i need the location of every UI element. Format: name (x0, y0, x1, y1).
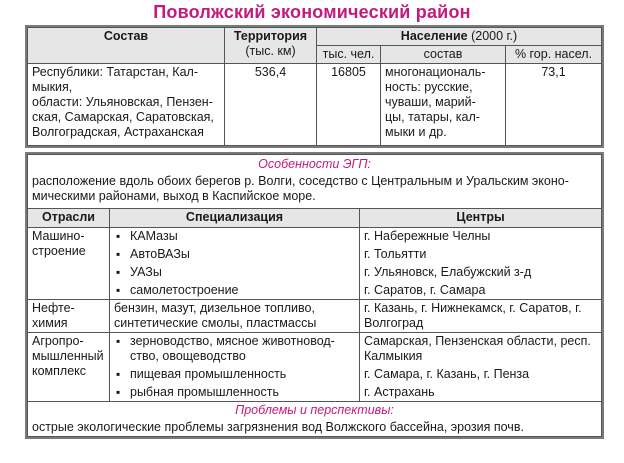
composition-table (27, 27, 602, 146)
egp-cell (28, 155, 602, 209)
economy-table (27, 154, 602, 437)
centers-petrochem: г. Казань, г. Нижнекамск, г. Саратов, г. Волгоград (360, 300, 602, 333)
pop-thousands-value: 16805 (317, 64, 381, 146)
spec-item: ▪ зерноводство, мясное животновод-ство, овощеводство (114, 334, 355, 364)
urban-value: 73,1 (506, 64, 602, 146)
header-centers: Центры (360, 209, 602, 228)
center-item: г. Саратов, г. Самара (364, 283, 486, 297)
branch-petrochem: Нефте-химия (28, 300, 110, 333)
header-pop-urban: % гор. насел. (506, 46, 602, 64)
problems-text: острые экологические проблемы загрязнения вод Волжского бассейна, эрозия почв. (32, 420, 524, 434)
center-item: г. Тольятти (364, 247, 427, 261)
header-population-label: Население (400, 29, 468, 43)
branch-agro: Агропро-мышленный комплекс (28, 333, 110, 402)
spec-item: ▪ самолетостроение (114, 283, 355, 298)
center-item: г. Самара, г. Казань, г. Пенза (364, 367, 530, 381)
sostav-line: ская, Самарская, Саратовская, (32, 110, 214, 124)
sostav-line: Волгоградская, Астраханская (32, 125, 204, 139)
spec-item: ▪ УАЗы (114, 265, 355, 280)
center-item: г. Ульяновск, Елабужский з-д (364, 265, 532, 279)
sostav-cell (28, 64, 225, 146)
header-population-year: (2000 г.) (471, 29, 518, 43)
header-specialization: Специализация (110, 209, 360, 228)
sostav-line: Республики: Татарстан, Кал- (32, 65, 198, 79)
composition-line: чуваши, марий- (385, 95, 476, 109)
page-title: Поволжский экономический район (153, 2, 471, 22)
spec-petrochem: бензин, мазут, дизельное топливо, синтетические смолы, пластмассы (110, 300, 360, 333)
center-item: г. Астрахань (364, 385, 435, 399)
sostav-line: мыкия, (32, 80, 73, 94)
header-branches: Отрасли (28, 209, 110, 228)
spec-item: ▪ КАМазы (114, 229, 355, 244)
centers-agro (360, 333, 602, 402)
header-territory (225, 28, 317, 64)
header-population (317, 28, 602, 46)
problems-cell (28, 402, 602, 437)
composition-line: многонациональ- (385, 65, 486, 79)
spec-item: ▪ АвтоВАЗы (114, 247, 355, 262)
composition-line: ность: русские, (385, 80, 473, 94)
spec-item: ▪ пищевая промышленность (114, 367, 355, 382)
centers-machine (360, 228, 602, 300)
center-item: г. Набережные Челны (364, 229, 491, 243)
spec-item: ▪ рыбная промышленность (114, 385, 355, 400)
egp-title: Особенности ЭГП: (258, 157, 371, 171)
header-territory-label: Территория (233, 29, 308, 43)
spec-agro (110, 333, 360, 402)
header-sostav: Состав (28, 28, 225, 64)
header-pop-composition: состав (381, 46, 506, 64)
composition-line: цы, татары, кал- (385, 110, 480, 124)
sostav-line: области: Ульяновская, Пензен- (32, 95, 213, 109)
header-territory-unit: (тыс. км) (245, 44, 296, 58)
composition-cell (381, 64, 506, 146)
egp-text: расположение вдоль обоих берегов р. Волги, соседство с Центральным и Уральским эконо-мическими районами, выход в Каспийское море. (32, 174, 569, 203)
spec-machine (110, 228, 360, 300)
territory-value: 536,4 (225, 64, 317, 146)
header-pop-thousands: тыс. чел. (317, 46, 381, 64)
branch-machine: Машино-строение (28, 228, 110, 300)
composition-line: мыки и др. (385, 125, 447, 139)
center-item: Самарская, Пензенская области, респ. Калмыкия (364, 334, 591, 363)
problems-title: Проблемы и перспективы: (235, 403, 394, 417)
